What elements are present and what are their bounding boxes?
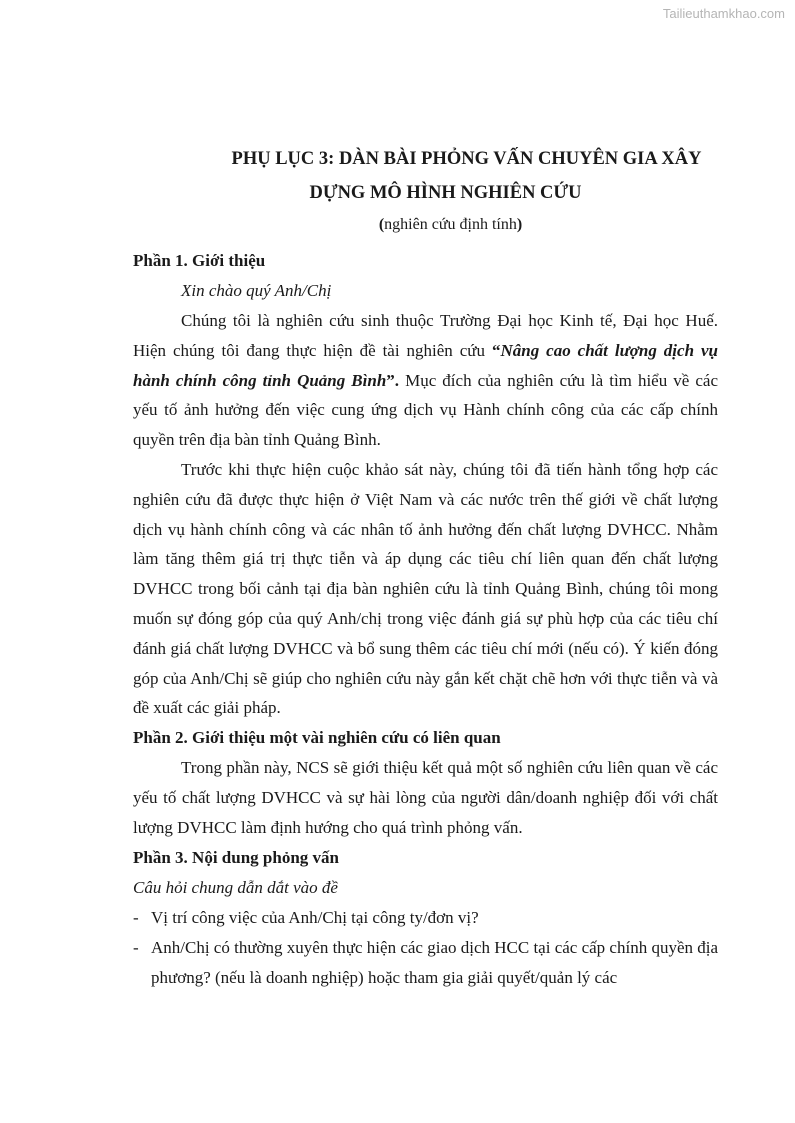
greeting: Xin chào quý Anh/Chị <box>181 281 332 300</box>
part-2-paragraph: Trong phần này, NCS sẽ giới thiệu kết quả một số nghiên cứu liên quan về các yếu tố chất lượng DVHCC và sự hài lòng của người dân/doanh nghiệp đối với chất lượng DVHCC làm định hướng cho quá trình phỏng vấn. <box>133 758 718 837</box>
para1-quote-open: “ <box>491 340 501 360</box>
part-1-heading: Phần 1. Giới thiệu <box>133 251 266 270</box>
subtitle-close-paren: ) <box>516 216 523 233</box>
part-3-heading: Phần 3. Nội dung phỏng vấn <box>133 847 339 867</box>
para1-text-before: Chúng tôi là nghiên cứu sinh thuộc Trường Đại học Kinh tế, Đại học Huế. Hiện chúng tôi đang thực hiện đề tài nghiên cứu <box>133 311 718 360</box>
title-line-1: PHỤ LỤC 3: DÀN BÀI PHỎNG VẤN CHUYÊN GIA XÂY <box>231 149 702 169</box>
page-subtitle <box>133 214 718 236</box>
research-title-emphasis: Nâng cao chất lượng dịch vụ hành chính công tỉnh Quảng Bình <box>133 340 718 390</box>
part-2-section <box>133 723 718 842</box>
page-title <box>133 142 718 210</box>
part-1-section <box>133 246 718 723</box>
para1-text-after: Mục đích của nghiên cứu là tìm hiểu về các yếu tố ảnh hưởng đến việc cung ứng dịch vụ Hành chính công của các cấp chính quyền trên địa bàn tỉnh Quảng Bình. <box>133 370 718 450</box>
part-3-section <box>133 843 718 993</box>
document-page <box>133 142 718 993</box>
part-1-paragraph-1 <box>133 306 718 455</box>
question-list <box>133 903 718 993</box>
part-2-heading: Phần 2. Giới thiệu một vài nghiên cứu có liên quan <box>133 728 501 748</box>
title-line-2: DỰNG MÔ HÌNH NGHIÊN CỨU <box>309 183 582 203</box>
part-1-paragraph-2: Trước khi thực hiện cuộc khảo sát này, chúng tôi đã tiến hành tổng hợp các nghiên cứu đã được thực hiện ở Việt Nam và các nước trên thế giới về chất lượng dịch vụ hành chính công và các nhân tố ảnh hưởng đến chất lượng DVHCC. Nhằm làm tăng thêm giá trị thực tiễn và áp dụng các tiêu chí liên quan đến chất lượng DVHCC trong bối cảnh tại địa bàn nghiên cứu là tỉnh Quảng Bình, chúng tôi mong muốn sự đóng góp của quý Anh/chị trong việc đánh giá sự phù hợp của các tiêu chí đánh giá chất lượng DVHCC và bổ sung thêm các tiêu chí mới (nếu có). Ý kiến đóng góp của Anh/Chị sẽ giúp cho nghiên cứu này gắn kết chặt chẽ hơn với thực tiễn và và đề xuất các giải pháp. <box>133 459 718 718</box>
list-item: - Anh/Chị có thường xuyên thực hiện các giao dịch HCC tại các cấp chính quyền địa phương? (nếu là doanh nghiệp) hoặc tham gia giải quyết/quản lý các <box>133 933 718 993</box>
subtitle-open-paren: ( <box>378 216 385 233</box>
list-item: - Vị trí công việc của Anh/Chị tại công ty/đơn vị? <box>133 903 718 933</box>
part-3-intro: Câu hỏi chung dẫn dắt vào đề <box>133 877 338 897</box>
para1-quote-close: ”. <box>386 370 400 390</box>
watermark-text: Tailieuthamkhao.com <box>662 6 785 21</box>
subtitle-text: nghiên cứu định tính <box>384 216 517 233</box>
